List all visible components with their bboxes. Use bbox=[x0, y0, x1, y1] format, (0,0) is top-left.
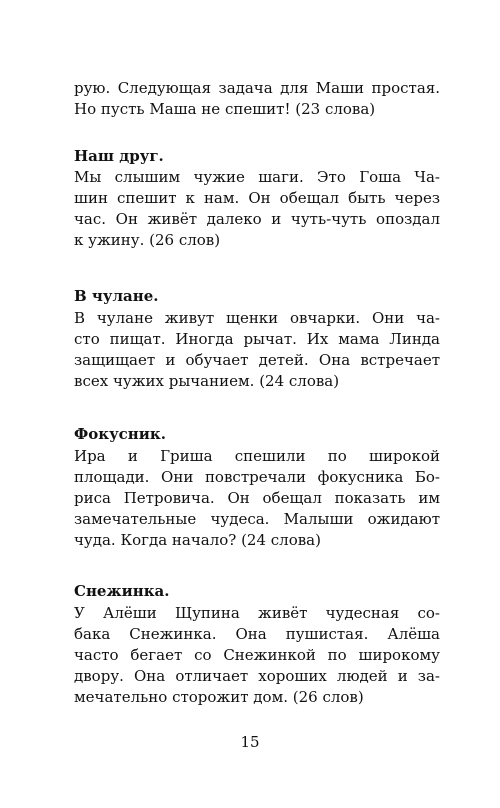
text-line: Мы слышим чужие шаги. Это Гоша Ча- bbox=[74, 168, 440, 186]
paragraph bbox=[74, 167, 440, 251]
paragraph bbox=[74, 308, 440, 392]
section-heading: Фокусник. bbox=[74, 425, 166, 443]
paragraph bbox=[74, 603, 440, 708]
text-line: чуда. Когда начало? (24 слова) bbox=[74, 531, 321, 549]
text-line: У Алёши Щупина живёт чудесная со- bbox=[74, 604, 440, 622]
text-line: риса Петровича. Он обещал показать им bbox=[74, 489, 440, 507]
text-line: В чулане живут щенки овчарки. Они ча- bbox=[74, 309, 440, 327]
text-line: мечательно сторожит дом. (26 слов) bbox=[74, 688, 364, 706]
text-line: часто бегает со Снежинкой по широкому bbox=[74, 646, 440, 664]
text-line: Но пусть Маша не спешит! (23 слова) bbox=[74, 100, 376, 118]
text-line: двору. Она отличает хороших людей и за- bbox=[74, 667, 440, 685]
text-line: час. Он живёт далеко и чуть-чуть опоздал bbox=[74, 210, 440, 228]
text-line: площади. Они повстречали фокусника Бо- bbox=[74, 468, 440, 486]
paragraph-continued bbox=[74, 78, 440, 120]
text-line: защищает и обучает детей. Она встречает bbox=[74, 351, 440, 369]
page-number: 15 bbox=[240, 733, 260, 751]
text-line: сто пищат. Иногда рычат. Их мама Линда bbox=[74, 330, 440, 348]
text-line: замечательные чудеса. Малыши ожидают bbox=[74, 510, 440, 528]
text-line: бака Снежинка. Она пушистая. Алёша bbox=[74, 625, 440, 643]
section-heading: Снежинка. bbox=[74, 582, 170, 600]
paragraph bbox=[74, 446, 440, 551]
text-line: к ужину. (26 слов) bbox=[74, 231, 221, 249]
section-heading: Наш друг. bbox=[74, 147, 164, 165]
text-line: Ира и Гриша спешили по широкой bbox=[74, 447, 440, 465]
section-heading: В чулане. bbox=[74, 287, 159, 305]
text-line: шин спешит к нам. Он обещал быть через bbox=[74, 189, 440, 207]
text-line: рую. Следующая задача для Маши простая. bbox=[74, 79, 440, 97]
text-line: всех чужих рычанием. (24 слова) bbox=[74, 372, 340, 390]
